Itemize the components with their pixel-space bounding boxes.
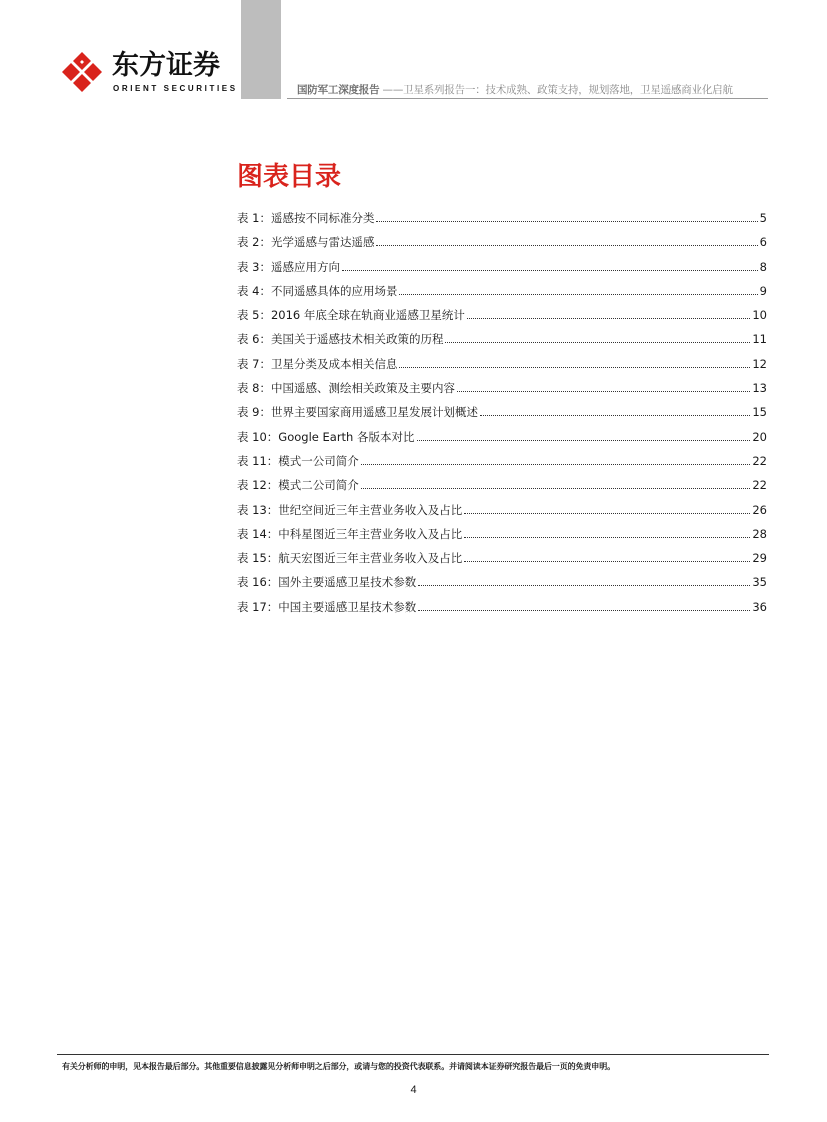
toc-leader-dots (418, 585, 750, 586)
toc-entry-title: 中国遥感、测绘相关政策及主要内容 (270, 381, 455, 396)
toc-entry-title: 遥感按不同标准分类 (270, 211, 375, 225)
toc-entry-number: 表 2： (237, 235, 271, 250)
toc-leader-dots (464, 561, 750, 562)
toc-entry-page: 20 (752, 429, 767, 444)
toc-leader-dots (418, 610, 750, 611)
toc-entry[interactable] (237, 574, 767, 598)
footer-divider (57, 1054, 769, 1055)
toc-entry[interactable] (237, 380, 767, 404)
toc-entry[interactable] (237, 210, 767, 234)
toc-entry-title: 卫星分类及成本相关信息 (270, 356, 398, 371)
toc-entry[interactable] (237, 502, 767, 526)
toc-leader-dots (376, 221, 757, 222)
footer-disclaimer: 有关分析师的申明，见本报告最后部分。其他重要信息披露见分析师申明之后部分，或请与您的投资代表联系。并请阅读本证券研究报告最后一页的免责申明。 (62, 1062, 615, 1071)
toc-entry-number: 表 7： (237, 356, 271, 371)
toc-entry-number: 表 3： (237, 259, 271, 274)
toc-entry-title: 中国主要遥感卫星技术参数 (278, 599, 417, 614)
toc-entry-number: 表 15： (237, 551, 279, 566)
toc-entry-title: 国外主要遥感卫星技术参数 (278, 575, 417, 590)
toc-entry-title: 世界主要国家商用遥感卫星发展计划概述 (270, 405, 478, 420)
toc-entry-number: 表 6： (237, 332, 271, 347)
toc-entry-number: 表 17： (237, 599, 279, 614)
toc-entry[interactable] (237, 259, 767, 283)
toc-entry-title: 模式二公司简介 (278, 478, 359, 493)
toc-entry-page: 13 (752, 381, 767, 396)
report-type: 国防军工深度报告 (297, 84, 380, 96)
toc-entry-number: 表 4： (237, 283, 271, 298)
toc-entry-title: Google Earth 各版本对比 (278, 429, 415, 444)
logo-english-name: ORIENT SECURITIES (113, 84, 238, 93)
toc-entry-page: 36 (752, 599, 767, 614)
table-of-figures (237, 210, 767, 623)
toc-entry[interactable] (237, 526, 767, 550)
toc-entry[interactable] (237, 234, 767, 258)
toc-entry-page: 8 (759, 259, 767, 274)
toc-entry-page: 15 (752, 405, 767, 420)
toc-entry[interactable] (237, 307, 767, 331)
toc-entry-title: 中科星图近三年主营业务收入及占比 (278, 526, 463, 541)
header-gray-bar (241, 0, 281, 99)
toc-entry-page: 29 (752, 551, 767, 566)
toc-entry-page: 10 (752, 308, 767, 323)
company-logo (58, 50, 238, 96)
toc-entry-number: 表 8： (237, 381, 271, 396)
toc-entry-title: 世纪空间近三年主营业务收入及占比 (278, 502, 463, 517)
toc-leader-dots (417, 440, 751, 441)
toc-entry-number: 表 12： (237, 478, 279, 493)
report-subtitle: ——卫星系列报告一：技术成熟、政策支持，规划落地，卫星遥感商业化启航 (382, 84, 733, 96)
page-number: 4 (410, 1084, 417, 1096)
toc-entry-page: 11 (752, 332, 767, 347)
toc-leader-dots (399, 367, 750, 368)
toc-entry-page: 28 (752, 526, 767, 541)
toc-leader-dots (361, 488, 751, 489)
logo-chinese-name: 东方证券 (112, 50, 220, 81)
toc-leader-dots (445, 342, 750, 343)
toc-entry-number: 表 9： (237, 405, 271, 420)
toc-entry-title: 不同遥感具体的应用场景 (270, 283, 398, 298)
toc-entry-page: 6 (759, 235, 767, 250)
toc-entry-number: 表 13： (237, 502, 279, 517)
logo-mark-icon (58, 50, 106, 96)
toc-entry-page: 35 (752, 575, 767, 590)
toc-entry-page: 22 (752, 453, 767, 468)
toc-entry-number: 表 16： (237, 575, 279, 590)
toc-leader-dots (376, 245, 757, 246)
toc-leader-dots (464, 513, 750, 514)
header-divider (287, 98, 768, 99)
page-title: 图表目录 (237, 162, 342, 192)
toc-leader-dots (399, 294, 757, 295)
toc-entry-number: 表 1： (237, 211, 271, 225)
toc-leader-dots (467, 318, 750, 319)
toc-entry-number: 表 10： (237, 429, 279, 444)
toc-entry[interactable] (237, 453, 767, 477)
toc-entry[interactable] (237, 550, 767, 574)
toc-entry[interactable] (237, 356, 767, 380)
toc-entry[interactable] (237, 283, 767, 307)
toc-entry[interactable] (237, 429, 767, 453)
toc-entry[interactable] (237, 477, 767, 501)
toc-leader-dots (480, 415, 750, 416)
toc-entry-page: 12 (752, 356, 767, 371)
toc-entry[interactable] (237, 404, 767, 428)
toc-entry-number: 表 14： (237, 526, 279, 541)
toc-entry-title: 航天宏图近三年主营业务收入及占比 (278, 551, 463, 566)
toc-entry-number: 表 11： (237, 453, 279, 468)
toc-entry-title: 光学遥感与雷达遥感 (270, 235, 375, 250)
toc-entry-title: 模式一公司简介 (278, 453, 359, 468)
toc-entry-page: 5 (759, 211, 767, 225)
toc-leader-dots (342, 270, 758, 271)
toc-entry-title: 遥感应用方向 (270, 259, 340, 274)
toc-leader-dots (361, 464, 751, 465)
toc-entry-page: 22 (752, 478, 767, 493)
toc-entry[interactable] (237, 599, 767, 623)
report-header (297, 82, 733, 97)
toc-leader-dots (457, 391, 750, 392)
toc-entry-title: 2016 年底全球在轨商业遥感卫星统计 (270, 308, 465, 323)
toc-entry-title: 美国关于遥感技术相关政策的历程 (270, 332, 444, 347)
toc-entry-number: 表 5： (237, 308, 271, 323)
toc-entry-page: 9 (759, 283, 767, 298)
toc-entry[interactable] (237, 331, 767, 355)
toc-entry-page: 26 (752, 502, 767, 517)
toc-leader-dots (464, 537, 750, 538)
